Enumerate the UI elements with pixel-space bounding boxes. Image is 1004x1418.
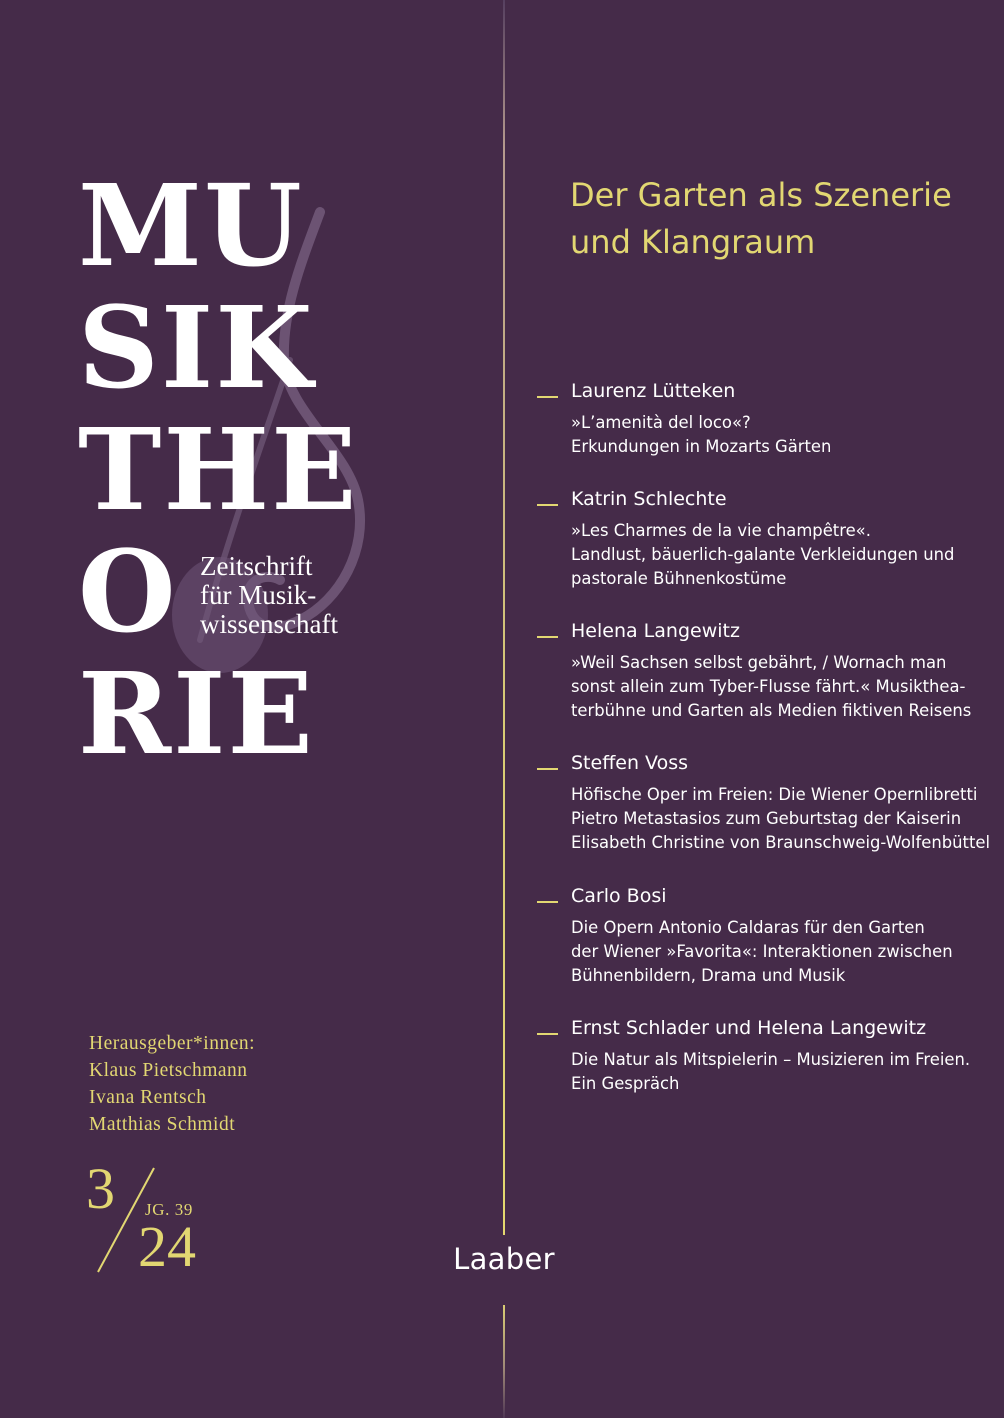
toc-dash [537, 396, 558, 398]
toc-dash [537, 901, 558, 903]
journal-subtitle [200, 552, 338, 639]
title-line-1: MU [78, 161, 304, 292]
editors-heading: Herausgeber*innen: [89, 1033, 256, 1054]
toc-line: terbühne und Garten als Medien fiktiven Reisens [571, 701, 972, 720]
subtitle-line-3: wissenschaft [200, 609, 338, 639]
title-line-5: RIE [78, 649, 315, 780]
toc-author: Katrin Schlechte [571, 488, 727, 510]
toc-description [571, 519, 954, 591]
toc-line: pastorale Bühnenkostüme [571, 569, 787, 588]
toc-description [571, 651, 971, 723]
toc-description [571, 783, 990, 855]
toc-author: Carlo Bosi [571, 885, 667, 907]
toc-line: Bühnenbildern, Drama und Musik [571, 966, 846, 985]
title-line-3: THE [78, 405, 359, 536]
center-divider [503, 0, 505, 1235]
toc-dash [537, 1033, 558, 1035]
toc-author: Laurenz Lütteken [571, 380, 736, 402]
toc-author: Steffen Voss [571, 752, 689, 774]
theme-title-line-2: und Klangraum [570, 223, 816, 261]
theme-title-line-1: Der Garten als Szenerie [570, 176, 952, 214]
toc-line: Landlust, bäuerlich-galante Verkleidungen und [571, 545, 955, 564]
toc-line: der Wiener »Favorita«: Interaktionen zwischen [571, 942, 953, 961]
toc-author: Ernst Schlader und Helena Langewitz [571, 1017, 927, 1039]
toc-line: Elisabeth Christine von Braunschweig-Wolfenbüttel [571, 833, 991, 852]
toc-line: »L’amenità del loco«? [571, 413, 751, 432]
editor-name: Klaus Pietschmann [89, 1060, 248, 1081]
toc-line: Ein Gespräch [571, 1074, 680, 1093]
title-line-4: O [78, 527, 178, 658]
center-divider-lower [503, 1305, 505, 1418]
toc-line: Die Natur als Mitspielerin – Musizieren im Freien. [571, 1050, 971, 1069]
toc-dash [537, 636, 558, 638]
toc-line: Die Opern Antonio Caldaras für den Garten [571, 918, 925, 937]
title-line-2: SIK [78, 283, 315, 414]
toc-dash [537, 768, 558, 770]
editor-name: Ivana Rentsch [89, 1087, 207, 1108]
toc-line: Erkundungen in Mozarts Gärten [571, 437, 832, 456]
toc-author: Helena Langewitz [571, 620, 740, 642]
toc-description [571, 1048, 970, 1096]
toc-line: »Weil Sachsen selbst gebährt, / Wornach man [571, 653, 947, 672]
toc-dash [537, 504, 558, 506]
toc-line: »Les Charmes de la vie champêtre«. [571, 521, 871, 540]
journal-title [78, 161, 359, 780]
issue-year: 24 [138, 1214, 196, 1279]
toc-line: sonst allein zum Tyber-Flusse fährt.« Musikthea- [571, 677, 966, 696]
editor-name: Matthias Schmidt [89, 1114, 236, 1135]
issue-theme-title [570, 172, 952, 266]
issue-number: 3 [86, 1156, 115, 1221]
toc-description [571, 916, 953, 988]
publisher-logo: Laaber [453, 1242, 555, 1276]
toc-description [571, 411, 831, 459]
volume-label: JG. 39 [145, 1200, 193, 1219]
editors-block [89, 1030, 255, 1138]
subtitle-line-1: Zeitschrift [200, 551, 313, 581]
subtitle-line-2: für Musik- [200, 580, 317, 610]
toc-line: Höfische Oper im Freien: Die Wiener Opernlibretti [571, 785, 978, 804]
toc-line: Pietro Metastasios zum Geburtstag der Kaiserin [571, 809, 962, 828]
